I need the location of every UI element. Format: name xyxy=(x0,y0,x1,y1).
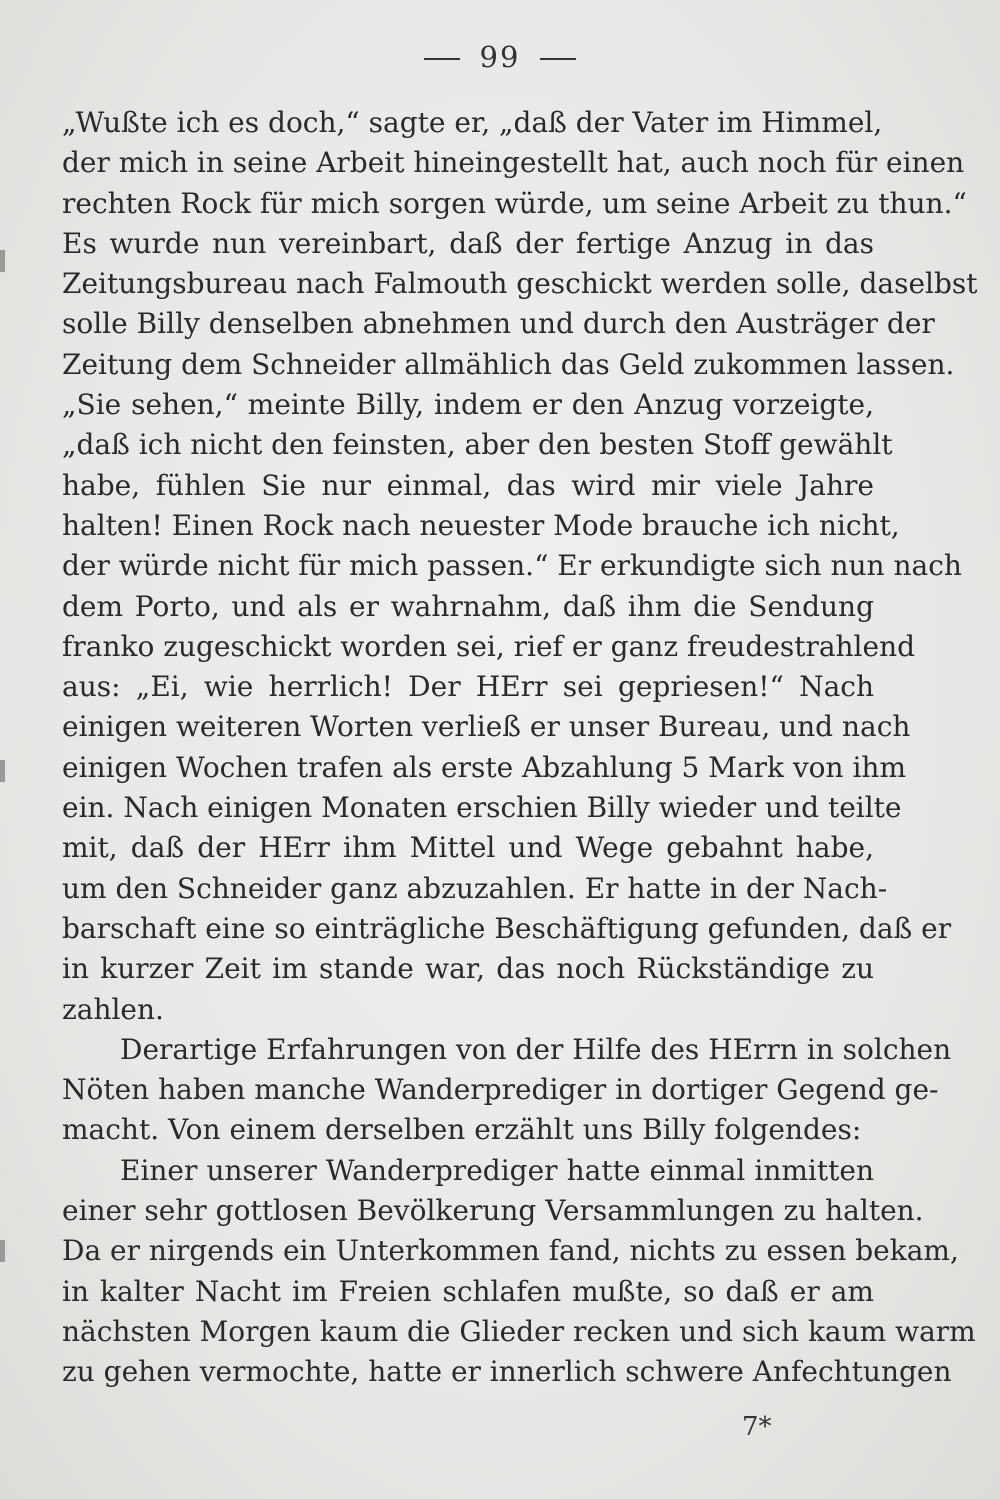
text-line: Derartige Erfahrungen von der Hilfe des HErrn in solchen xyxy=(120,1032,952,1066)
text-line: in kurzer Zeit im stande war, das noch Rückständige zu xyxy=(62,952,874,986)
text-line: in kalter Nacht im Freien schlafen mußte, so daß er am xyxy=(62,1274,874,1308)
text-line: Da er nirgends ein Unterkommen fand, nichts zu essen bekam, xyxy=(62,1234,959,1268)
text-line: barschaft eine so einträgliche Beschäftigung gefunden, daß er xyxy=(62,911,952,945)
text-line: Zeitung dem Schneider allmählich das Geld zukommen lassen. xyxy=(62,347,955,381)
header-dash-right xyxy=(540,58,576,60)
page-edge-mark xyxy=(0,1240,5,1262)
text-line: der mich in seine Arbeit hineingestellt hat, auch noch für einen xyxy=(62,146,965,180)
text-line: mit, daß der HErr ihm Mittel und Wege gebahnt habe, xyxy=(62,831,874,865)
text-line: Einer unserer Wanderprediger hatte einmal inmitten xyxy=(120,1153,874,1187)
page-header xyxy=(0,40,1000,74)
body-text xyxy=(62,103,978,1393)
text-line: zu gehen vermochte, hatte er innerlich schwere Anfechtungen xyxy=(62,1355,952,1389)
text-line: Zeitungsbureau nach Falmouth geschickt werden solle, daselbst xyxy=(62,267,978,301)
text-line: Nöten haben manche Wanderprediger in dortiger Gegend ge- xyxy=(62,1073,939,1107)
page-number: 99 xyxy=(479,40,521,74)
text-line: aus: „Ei, wie herrlich! Der HErr sei gepriesen!“ Nach xyxy=(62,670,874,704)
text-line: „Sie sehen,“ meinte Billy, indem er den Anzug vorzeigte, xyxy=(62,388,874,422)
text-line: um den Schneider ganz abzuzahlen. Er hatte in der Nach- xyxy=(62,871,888,905)
page-edge-mark xyxy=(0,760,5,782)
text-line: ein. Nach einigen Monaten erschien Billy wieder und teilte xyxy=(62,791,902,825)
text-line: einigen Wochen trafen als erste Abzahlung 5 Mark von ihm xyxy=(62,750,907,784)
text-line: halten! Einen Rock nach neuester Mode brauche ich nicht, xyxy=(62,508,900,542)
signature-mark: 7* xyxy=(742,1412,772,1442)
text-line: einigen weiteren Worten verließ er unser Bureau, und nach xyxy=(62,710,911,744)
header-dash-left xyxy=(424,58,460,60)
text-line: der würde nicht für mich passen.“ Er erkundigte sich nun nach xyxy=(62,549,962,583)
text-line: „daß ich nicht den feinsten, aber den besten Stoff gewählt xyxy=(62,428,893,462)
text-line: Es wurde nun vereinbart, daß der fertige Anzug in das xyxy=(62,226,874,260)
text-line: zahlen. xyxy=(62,992,164,1026)
text-line: solle Billy denselben abnehmen und durch den Austräger der xyxy=(62,307,935,341)
text-line: habe, fühlen Sie nur einmal, das wird mir viele Jahre xyxy=(62,468,874,502)
text-line: franko zugeschickt worden sei, rief er ganz freudestrahlend xyxy=(62,629,916,663)
text-line: einer sehr gottlosen Bevölkerung Versammlungen zu halten. xyxy=(62,1194,924,1228)
text-line: macht. Von einem derselben erzählt uns Billy folgendes: xyxy=(62,1113,862,1147)
page-edge-mark xyxy=(0,250,5,272)
text-line: nächsten Morgen kaum die Glieder recken und sich kaum warm xyxy=(62,1314,976,1348)
text-line: rechten Rock für mich sorgen würde, um seine Arbeit zu thun.“ xyxy=(62,186,967,220)
text-line: „Wußte ich es doch,“ sagte er, „daß der Vater im Himmel, xyxy=(62,106,883,139)
text-line: dem Porto, und als er wahrnahm, daß ihm die Sendung xyxy=(62,589,874,623)
